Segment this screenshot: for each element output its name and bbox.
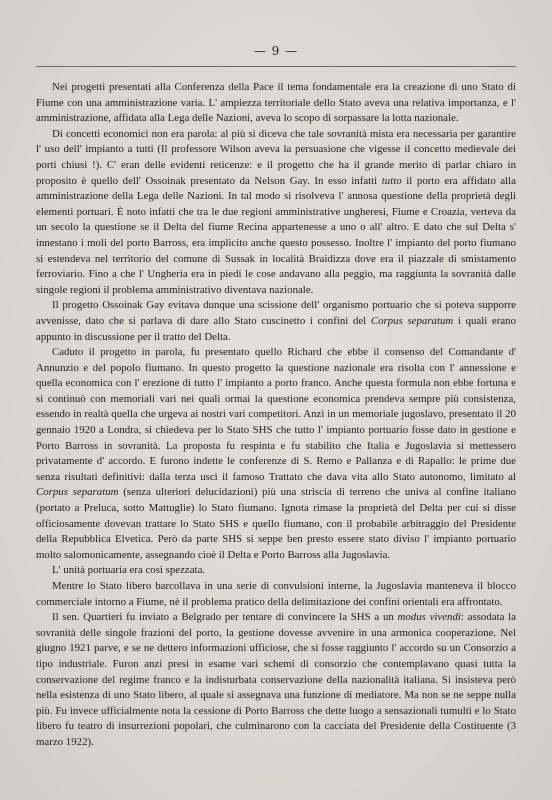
italic-text: Corpus separatum xyxy=(370,314,454,327)
text-run: il porto era affidato alla amministrazione della Lega delle Nazioni. In tal modo si risolveva l' annosa questione della proprietà degli elementi portuari. È noto infatti che tra le due regioni amministrative ungheresi, Fiume e Croazia, verteva da un secolo la questione se il Delta del fiume Recina appartenesse a uno o all' altro. E dato che sul Delta s' innestano i moli del porto Barross, era implicito anche questo possesso. Inoltre l' impianto del porto fiumano si estendeva nel territorio del comune di Sussak in località Braidizza dove era il piazzale di smistamento ferroviario. Fino a che l' Ungheria era in piedi le cose andavano alla peggio, ma raggiunta la sovranità dalle singole regioni il problema amministrativo diventava nazionale. xyxy=(36,174,516,296)
header-rule xyxy=(36,66,516,67)
text-run: : assodata la sovranità delle singole frazioni del porto, la gestione dovesse avvenire in una armonica cooperazione. Nel giugno 1921 parve, e se ne dettero informazioni ufficiose, che si fosse raggiunto l' accordo su un Consorzio a tipo industriale. Furon anzi presi in esame vari schemi di consorzio che contemplavano quasi tutta la conservazione del regime franco e la indisturbata conservazione della nazionalità italiana. Si insisteva però nella esistenza di uno Stato libero, al quale si assegnava una funzione di mediatore. Ma non se ne seppe nulla più. Fu invece ufficialmente nota la cessione di Porto Barross che dette luogo a sensazionali tumulti e lo Stato libero fu teatro di insurrezioni popolari, che culminarono con la cacciata del Presidente della Costituente (3 marzo 1922). xyxy=(36,611,516,748)
text-run: Il sen. Quartieri fu inviato a Belgrado per tentare di convincere la SHS a un xyxy=(52,611,398,624)
text-run: Nei progetti presentati alla Conferenza della Pace il tema fondamentale era la creazione di uno Stato di Fiume con una amministrazione varia. L' ampiezza territoriale dello Stato aveva una relativa importanza, e l' amministrazione, affidata alla Lega delle Nazioni, aveva lo scopo di sorpassare la lotta nazionale. xyxy=(36,81,516,125)
paragraph-3 xyxy=(36,298,516,345)
text-run: Caduto il progetto in parola, fu presentato quello Richard che ebbe il consenso del Comandante d' Annunzio e del popolo fiumano. In questo progetto la questione nazionale era risolta con l' annessione e quella economica con l' erezione di tutto l' impianto a porto franco. Anche questa formula non ebbe fortuna e si continuò con memoriali vari nei quali ormai la questione economica prendeva sempre più consistenza, essendo in realtà quella che urgeva ai nostri vari competitori. Anzi in un memoriale jugoslavo, presentato il 20 gennaio 1920 a Londra, si chiedeva per lo Stato SHS che tutto l' impianto portuario fosse dato in gestione e Porto Barross in sovranità. La proposta fu respinta e fu stabilito che Italia e Jugoslavia si mettessero privatamente d' accordo. E furono indette le conferenze di S. Remo e Pallanza e di Rapallo: le prime due senza risultati definitivi: dalla terza uscì il famoso Trattato che dava vita allo Stato autonomo, limitato al xyxy=(36,346,516,483)
text-run: (senza ulteriori delucidazioni) più una striscia di terreno che univa al confine italiano (portato a Preluca, sotto Mattuglie) lo Stato fiumano. Ignota rimase la proprietà del Delta per cui si disse officiosamente dovevan trattare lo Stato SHS e quello fiumano, con il probabile arbitraggio del Presidente della Repubblica Elvetica. Però da parte SHS si seppe ben presto essere stato diviso l' impianto portuario molto salomonicamente, assegnando cioè il Delta e Porto Barross alla Jugoslavia. xyxy=(36,486,516,561)
text-run: Il progetto Ossoinak Gay evitava dunque una scissione dell' organismo portuario che si poteva supporre avvenisse, dato che si parlava di dare allo Stato cuscinetto i confini del xyxy=(36,299,516,327)
text-run: Di concetti economici non era parola: al più si diceva che tale sovranità mista era necessaria per garantire l' uso dell' impianto a tutti (Il professore Wilson aveva la persuasione che vigesse il concetto medievale dei porti chiusi !). C' eran delle evidenti reticenze: e il progetto che ha il grande merito di parlar chiaro in proposito è quello dell' Ossoinak presentato da Nelson Gay. In esso infatti xyxy=(36,127,516,187)
italic-text: Corpus separatum xyxy=(36,486,119,499)
text-run: L' unità portuaria era così spezzata. xyxy=(52,564,206,577)
paragraph-2 xyxy=(36,127,516,299)
paragraph-5 xyxy=(36,563,516,579)
text-run: i quali erano appunto in discussione per il tratto del Delta. xyxy=(36,314,516,343)
paragraph-6 xyxy=(36,579,516,610)
paragraph-4 xyxy=(36,345,516,563)
body-text xyxy=(36,80,516,751)
italic-text: tutto xyxy=(381,174,402,187)
paragraph-1 xyxy=(36,80,516,127)
page-number: — 9 — xyxy=(253,44,299,58)
paragraph-7 xyxy=(36,610,516,750)
text-run: Mentre lo Stato libero barcollava in una serie di convulsioni interne, la Jugoslavia manteneva il blocco commerciale intorno a Fiume, nè il problema pratico della delimitazione dei confini orientali era affrontato. xyxy=(36,580,516,608)
italic-text: modus vivendi xyxy=(397,611,461,624)
